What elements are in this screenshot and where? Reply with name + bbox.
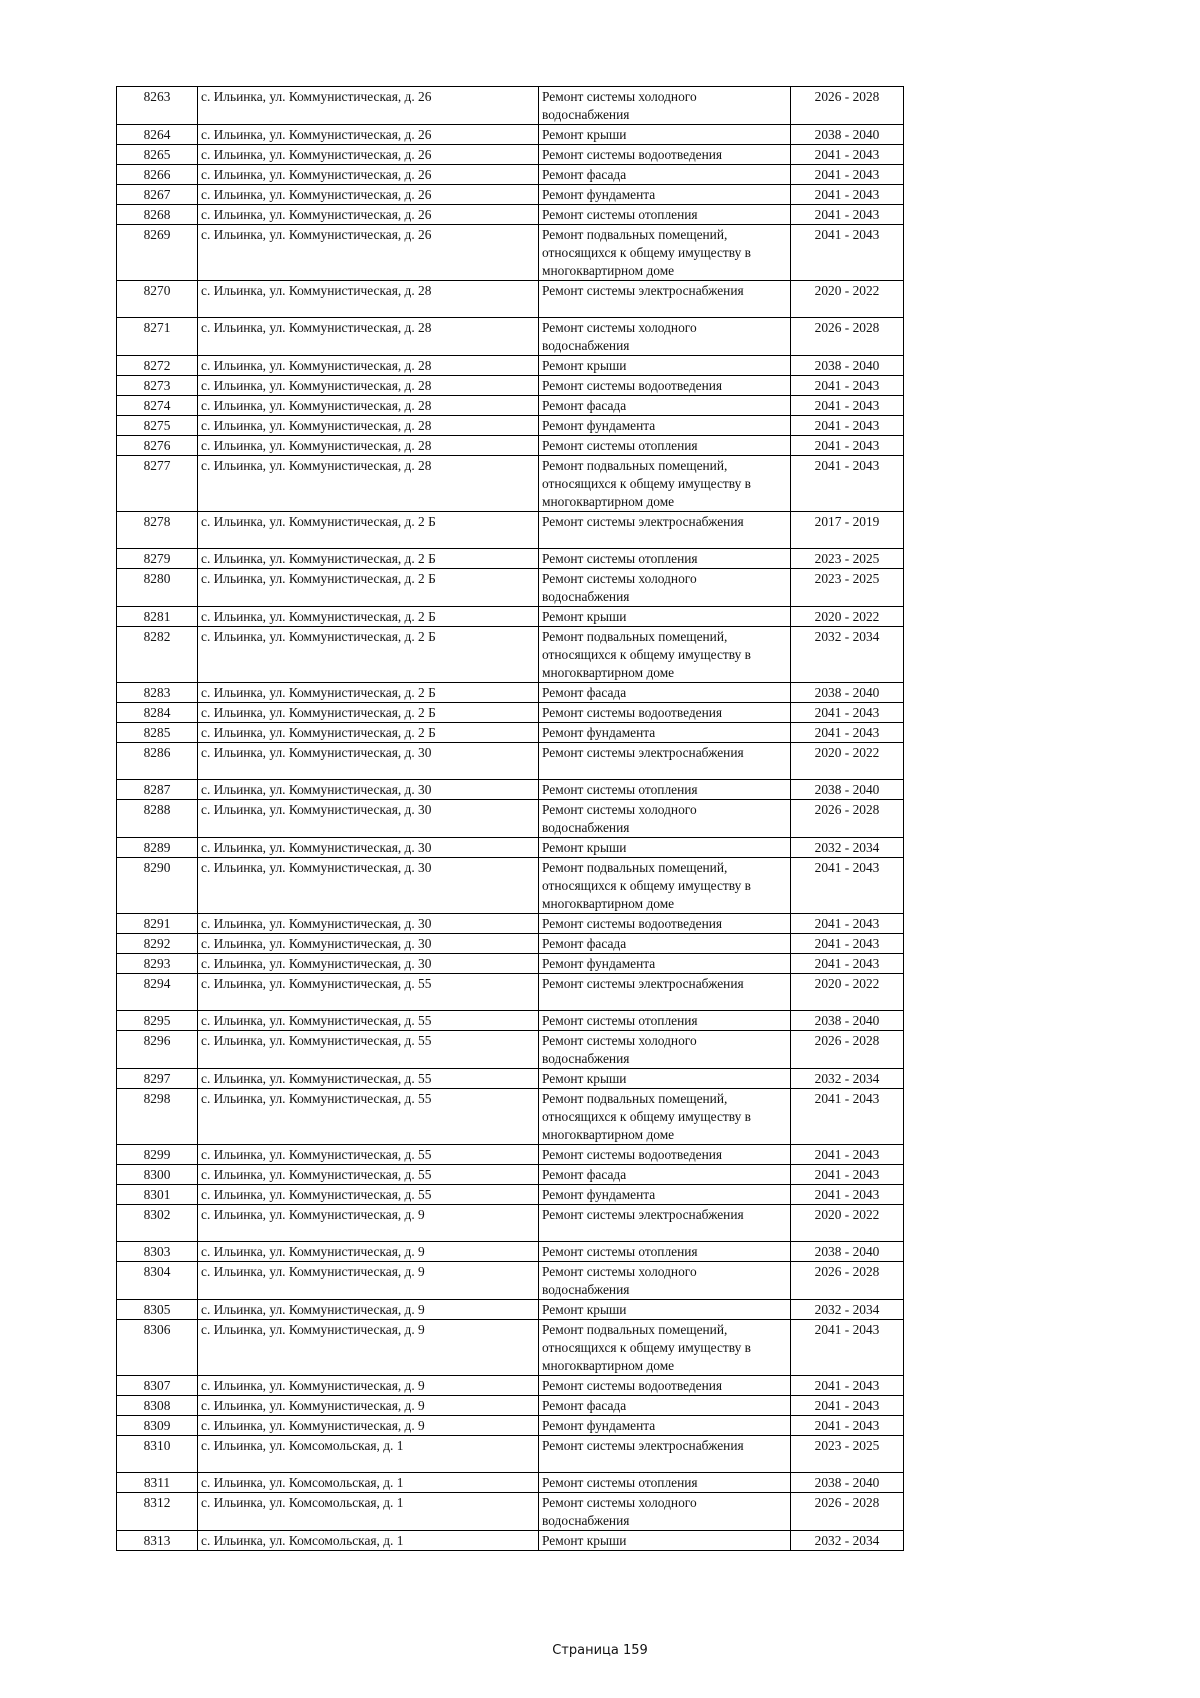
house-address-cell: с. Ильинка, ул. Коммунистическая, д. 28 [198,396,539,416]
work-type-cell: Ремонт подвальных помещений, относящихся к общему имуществу в многоквартирном доме [539,225,791,281]
repair-period-cell: 2041 - 2043 [791,1416,904,1436]
house-address-cell: с. Ильинка, ул. Коммунистическая, д. 9 [198,1376,539,1396]
work-type-cell: Ремонт подвальных помещений, относящихся к общему имуществу в многоквартирном доме [539,456,791,512]
row-number-cell: 8268 [117,205,198,225]
repair-period-cell: 2041 - 2043 [791,225,904,281]
row-number-cell: 8312 [117,1493,198,1531]
repair-period-cell: 2026 - 2028 [791,1493,904,1531]
house-address-cell: с. Ильинка, ул. Комсомольская, д. 1 [198,1436,539,1473]
work-type-cell: Ремонт системы электроснабжения [539,512,791,549]
repair-period-cell: 2041 - 2043 [791,205,904,225]
work-type-cell: Ремонт подвальных помещений, относящихся к общему имуществу в многоквартирном доме [539,858,791,914]
repair-period-cell: 2041 - 2043 [791,396,904,416]
table-row [117,1089,904,1145]
house-address-cell: с. Ильинка, ул. Коммунистическая, д. 55 [198,1089,539,1145]
table-row [117,225,904,281]
row-number-cell: 8283 [117,683,198,703]
house-address-cell: с. Ильинка, ул. Коммунистическая, д. 28 [198,318,539,356]
house-address-cell: с. Ильинка, ул. Коммунистическая, д. 26 [198,185,539,205]
row-number-cell: 8292 [117,934,198,954]
work-type-cell: Ремонт фундамента [539,416,791,436]
repair-period-cell: 2041 - 2043 [791,1396,904,1416]
row-number-cell: 8310 [117,1436,198,1473]
table-row [117,569,904,607]
work-type-cell: Ремонт системы отопления [539,549,791,569]
repair-period-cell: 2041 - 2043 [791,934,904,954]
table-row [117,1396,904,1416]
row-number-cell: 8293 [117,954,198,974]
table-row [117,549,904,569]
row-number-cell: 8285 [117,723,198,743]
work-type-cell: Ремонт крыши [539,1531,791,1551]
row-number-cell: 8290 [117,858,198,914]
table-row [117,1031,904,1069]
house-address-cell: с. Ильинка, ул. Коммунистическая, д. 2 Б [198,549,539,569]
house-address-cell: с. Ильинка, ул. Коммунистическая, д. 9 [198,1262,539,1300]
repair-period-cell: 2026 - 2028 [791,1262,904,1300]
house-address-cell: с. Ильинка, ул. Комсомольская, д. 1 [198,1493,539,1531]
row-number-cell: 8266 [117,165,198,185]
house-address-cell: с. Ильинка, ул. Коммунистическая, д. 26 [198,145,539,165]
row-number-cell: 8279 [117,549,198,569]
work-type-cell: Ремонт системы водоотведения [539,1145,791,1165]
work-type-cell: Ремонт системы отопления [539,780,791,800]
repair-period-cell: 2038 - 2040 [791,1473,904,1493]
house-address-cell: с. Ильинка, ул. Коммунистическая, д. 2 Б [198,683,539,703]
table-row [117,1376,904,1396]
house-address-cell: с. Ильинка, ул. Коммунистическая, д. 26 [198,125,539,145]
row-number-cell: 8273 [117,376,198,396]
house-address-cell: с. Ильинка, ул. Комсомольская, д. 1 [198,1473,539,1493]
work-type-cell: Ремонт фасада [539,1165,791,1185]
house-address-cell: с. Ильинка, ул. Коммунистическая, д. 9 [198,1320,539,1376]
repair-period-cell: 2041 - 2043 [791,1165,904,1185]
work-type-cell: Ремонт подвальных помещений, относящихся к общему имуществу в многоквартирном доме [539,1089,791,1145]
work-type-cell: Ремонт системы водоотведения [539,376,791,396]
work-type-cell: Ремонт крыши [539,1069,791,1089]
work-type-cell: Ремонт системы холодного водоснабжения [539,1493,791,1531]
row-number-cell: 8264 [117,125,198,145]
repair-period-cell: 2041 - 2043 [791,858,904,914]
row-number-cell: 8311 [117,1473,198,1493]
house-address-cell: с. Ильинка, ул. Коммунистическая, д. 28 [198,436,539,456]
table-row [117,416,904,436]
house-address-cell: с. Ильинка, ул. Коммунистическая, д. 28 [198,376,539,396]
repair-schedule-table [116,86,904,1551]
house-address-cell: с. Ильинка, ул. Коммунистическая, д. 55 [198,1011,539,1031]
table-row [117,934,904,954]
table-row [117,145,904,165]
work-type-cell: Ремонт фасада [539,1396,791,1416]
house-address-cell: с. Ильинка, ул. Коммунистическая, д. 9 [198,1300,539,1320]
table-row [117,185,904,205]
house-address-cell: с. Ильинка, ул. Коммунистическая, д. 26 [198,205,539,225]
table-row [117,627,904,683]
table-row [117,703,904,723]
work-type-cell: Ремонт системы электроснабжения [539,1436,791,1473]
work-type-cell: Ремонт фундамента [539,1416,791,1436]
house-address-cell: с. Ильинка, ул. Коммунистическая, д. 30 [198,858,539,914]
table-row [117,914,904,934]
table-row [117,436,904,456]
table-row [117,1300,904,1320]
row-number-cell: 8282 [117,627,198,683]
house-address-cell: с. Ильинка, ул. Коммунистическая, д. 2 Б [198,627,539,683]
row-number-cell: 8265 [117,145,198,165]
work-type-cell: Ремонт фасада [539,683,791,703]
house-address-cell: с. Ильинка, ул. Коммунистическая, д. 30 [198,914,539,934]
repair-period-cell: 2038 - 2040 [791,1011,904,1031]
table-row [117,1145,904,1165]
work-type-cell: Ремонт фасада [539,934,791,954]
row-number-cell: 8299 [117,1145,198,1165]
row-number-cell: 8309 [117,1416,198,1436]
work-type-cell: Ремонт системы водоотведения [539,1376,791,1396]
table-row [117,356,904,376]
house-address-cell: с. Ильинка, ул. Коммунистическая, д. 2 Б [198,703,539,723]
row-number-cell: 8291 [117,914,198,934]
work-type-cell: Ремонт подвальных помещений, относящихся к общему имуществу в многоквартирном доме [539,1320,791,1376]
table-row [117,512,904,549]
table-row [117,1493,904,1531]
table-row [117,743,904,780]
row-number-cell: 8284 [117,703,198,723]
house-address-cell: с. Ильинка, ул. Коммунистическая, д. 9 [198,1416,539,1436]
house-address-cell: с. Ильинка, ул. Коммунистическая, д. 30 [198,934,539,954]
work-type-cell: Ремонт системы электроснабжения [539,281,791,318]
work-type-cell: Ремонт крыши [539,607,791,627]
work-type-cell: Ремонт системы отопления [539,436,791,456]
repair-period-cell: 2041 - 2043 [791,1185,904,1205]
table-row [117,954,904,974]
row-number-cell: 8303 [117,1242,198,1262]
repair-period-cell: 2032 - 2034 [791,1300,904,1320]
repair-period-cell: 2041 - 2043 [791,436,904,456]
house-address-cell: с. Ильинка, ул. Коммунистическая, д. 55 [198,1185,539,1205]
house-address-cell: с. Ильинка, ул. Коммунистическая, д. 28 [198,281,539,318]
house-address-cell: с. Ильинка, ул. Коммунистическая, д. 28 [198,456,539,512]
table-row [117,858,904,914]
table-row [117,1011,904,1031]
table-row [117,1242,904,1262]
row-number-cell: 8307 [117,1376,198,1396]
row-number-cell: 8286 [117,743,198,780]
house-address-cell: с. Ильинка, ул. Коммунистическая, д. 26 [198,225,539,281]
repair-period-cell: 2023 - 2025 [791,1436,904,1473]
work-type-cell: Ремонт системы электроснабжения [539,743,791,780]
repair-period-cell: 2041 - 2043 [791,456,904,512]
table-row [117,125,904,145]
row-number-cell: 8306 [117,1320,198,1376]
row-number-cell: 8296 [117,1031,198,1069]
repair-period-cell: 2020 - 2022 [791,1205,904,1242]
table-body [117,87,904,1551]
row-number-cell: 8270 [117,281,198,318]
work-type-cell: Ремонт системы водоотведения [539,703,791,723]
work-type-cell: Ремонт фундамента [539,723,791,743]
table-row [117,1320,904,1376]
repair-period-cell: 2020 - 2022 [791,743,904,780]
work-type-cell: Ремонт системы отопления [539,1011,791,1031]
table-row [117,376,904,396]
repair-period-cell: 2026 - 2028 [791,800,904,838]
repair-period-cell: 2041 - 2043 [791,954,904,974]
row-number-cell: 8297 [117,1069,198,1089]
table-row [117,1185,904,1205]
repair-period-cell: 2020 - 2022 [791,281,904,318]
house-address-cell: с. Ильинка, ул. Коммунистическая, д. 30 [198,838,539,858]
house-address-cell: с. Ильинка, ул. Коммунистическая, д. 30 [198,954,539,974]
repair-period-cell: 2038 - 2040 [791,780,904,800]
row-number-cell: 8301 [117,1185,198,1205]
work-type-cell: Ремонт крыши [539,838,791,858]
row-number-cell: 8276 [117,436,198,456]
repair-period-cell: 2038 - 2040 [791,125,904,145]
row-number-cell: 8281 [117,607,198,627]
row-number-cell: 8269 [117,225,198,281]
house-address-cell: с. Ильинка, ул. Коммунистическая, д. 9 [198,1396,539,1416]
repair-period-cell: 2032 - 2034 [791,838,904,858]
house-address-cell: с. Ильинка, ул. Коммунистическая, д. 26 [198,165,539,185]
repair-period-cell: 2041 - 2043 [791,376,904,396]
table-row [117,1069,904,1089]
house-address-cell: с. Ильинка, ул. Коммунистическая, д. 9 [198,1205,539,1242]
row-number-cell: 8300 [117,1165,198,1185]
work-type-cell: Ремонт фундамента [539,1185,791,1205]
repair-period-cell: 2038 - 2040 [791,683,904,703]
work-type-cell: Ремонт подвальных помещений, относящихся к общему имуществу в многоквартирном доме [539,627,791,683]
row-number-cell: 8275 [117,416,198,436]
work-type-cell: Ремонт системы отопления [539,1242,791,1262]
repair-period-cell: 2041 - 2043 [791,185,904,205]
table-row [117,974,904,1011]
repair-period-cell: 2020 - 2022 [791,974,904,1011]
repair-period-cell: 2041 - 2043 [791,1376,904,1396]
house-address-cell: с. Ильинка, ул. Комсомольская, д. 1 [198,1531,539,1551]
work-type-cell: Ремонт системы холодного водоснабжения [539,318,791,356]
table-row [117,87,904,125]
house-address-cell: с. Ильинка, ул. Коммунистическая, д. 55 [198,1031,539,1069]
work-type-cell: Ремонт крыши [539,125,791,145]
work-type-cell: Ремонт системы холодного водоснабжения [539,569,791,607]
table-row [117,165,904,185]
house-address-cell: с. Ильинка, ул. Коммунистическая, д. 30 [198,743,539,780]
table-row [117,607,904,627]
work-type-cell: Ремонт фундамента [539,185,791,205]
row-number-cell: 8302 [117,1205,198,1242]
table-row [117,838,904,858]
work-type-cell: Ремонт системы холодного водоснабжения [539,87,791,125]
repair-period-cell: 2026 - 2028 [791,1031,904,1069]
table-row [117,800,904,838]
work-type-cell: Ремонт крыши [539,356,791,376]
repair-period-cell: 2038 - 2040 [791,356,904,376]
repair-period-cell: 2041 - 2043 [791,703,904,723]
row-number-cell: 8287 [117,780,198,800]
table-row [117,281,904,318]
repair-period-cell: 2041 - 2043 [791,145,904,165]
repair-period-cell: 2038 - 2040 [791,1242,904,1262]
repair-period-cell: 2032 - 2034 [791,1531,904,1551]
work-type-cell: Ремонт системы электроснабжения [539,1205,791,1242]
table-row [117,780,904,800]
table-row [117,683,904,703]
page-number: Страница 159 [552,1643,648,1658]
table-row [117,205,904,225]
repair-period-cell: 2041 - 2043 [791,1089,904,1145]
repair-period-cell: 2026 - 2028 [791,318,904,356]
table-row [117,1262,904,1300]
work-type-cell: Ремонт системы отопления [539,1473,791,1493]
house-address-cell: с. Ильинка, ул. Коммунистическая, д. 26 [198,87,539,125]
row-number-cell: 8308 [117,1396,198,1416]
house-address-cell: с. Ильинка, ул. Коммунистическая, д. 30 [198,800,539,838]
row-number-cell: 8274 [117,396,198,416]
row-number-cell: 8271 [117,318,198,356]
work-type-cell: Ремонт системы водоотведения [539,914,791,934]
work-type-cell: Ремонт фундамента [539,954,791,974]
house-address-cell: с. Ильинка, ул. Коммунистическая, д. 2 Б [198,607,539,627]
row-number-cell: 8298 [117,1089,198,1145]
row-number-cell: 8277 [117,456,198,512]
work-type-cell: Ремонт фасада [539,165,791,185]
table-row [117,318,904,356]
house-address-cell: с. Ильинка, ул. Коммунистическая, д. 55 [198,1165,539,1185]
table-row [117,1165,904,1185]
repair-period-cell: 2041 - 2043 [791,1145,904,1165]
row-number-cell: 8267 [117,185,198,205]
work-type-cell: Ремонт крыши [539,1300,791,1320]
table-row [117,723,904,743]
row-number-cell: 8304 [117,1262,198,1300]
table-row [117,1531,904,1551]
row-number-cell: 8313 [117,1531,198,1551]
table-row [117,1436,904,1473]
repair-period-cell: 2041 - 2043 [791,723,904,743]
row-number-cell: 8294 [117,974,198,1011]
row-number-cell: 8263 [117,87,198,125]
row-number-cell: 8295 [117,1011,198,1031]
table-row [117,456,904,512]
house-address-cell: с. Ильинка, ул. Коммунистическая, д. 9 [198,1242,539,1262]
house-address-cell: с. Ильинка, ул. Коммунистическая, д. 55 [198,1069,539,1089]
house-address-cell: с. Ильинка, ул. Коммунистическая, д. 2 Б [198,569,539,607]
work-type-cell: Ремонт системы холодного водоснабжения [539,1262,791,1300]
house-address-cell: с. Ильинка, ул. Коммунистическая, д. 55 [198,1145,539,1165]
repair-period-cell: 2041 - 2043 [791,416,904,436]
house-address-cell: с. Ильинка, ул. Коммунистическая, д. 28 [198,416,539,436]
table-row [117,396,904,416]
house-address-cell: с. Ильинка, ул. Коммунистическая, д. 28 [198,356,539,376]
repair-period-cell: 2032 - 2034 [791,1069,904,1089]
row-number-cell: 8305 [117,1300,198,1320]
work-type-cell: Ремонт системы холодного водоснабжения [539,1031,791,1069]
repair-period-cell: 2023 - 2025 [791,549,904,569]
repair-period-cell: 2017 - 2019 [791,512,904,549]
repair-period-cell: 2041 - 2043 [791,1320,904,1376]
repair-period-cell: 2023 - 2025 [791,569,904,607]
house-address-cell: с. Ильинка, ул. Коммунистическая, д. 55 [198,974,539,1011]
work-type-cell: Ремонт системы водоотведения [539,145,791,165]
house-address-cell: с. Ильинка, ул. Коммунистическая, д. 2 Б [198,723,539,743]
work-type-cell: Ремонт системы холодного водоснабжения [539,800,791,838]
row-number-cell: 8272 [117,356,198,376]
table-row [117,1416,904,1436]
row-number-cell: 8289 [117,838,198,858]
table-row [117,1205,904,1242]
repair-period-cell: 2041 - 2043 [791,914,904,934]
house-address-cell: с. Ильинка, ул. Коммунистическая, д. 30 [198,780,539,800]
repair-period-cell: 2020 - 2022 [791,607,904,627]
work-type-cell: Ремонт системы отопления [539,205,791,225]
repair-period-cell: 2041 - 2043 [791,165,904,185]
row-number-cell: 8278 [117,512,198,549]
house-address-cell: с. Ильинка, ул. Коммунистическая, д. 2 Б [198,512,539,549]
work-type-cell: Ремонт фасада [539,396,791,416]
repair-period-cell: 2026 - 2028 [791,87,904,125]
work-type-cell: Ремонт системы электроснабжения [539,974,791,1011]
row-number-cell: 8280 [117,569,198,607]
row-number-cell: 8288 [117,800,198,838]
repair-period-cell: 2032 - 2034 [791,627,904,683]
table-row [117,1473,904,1493]
